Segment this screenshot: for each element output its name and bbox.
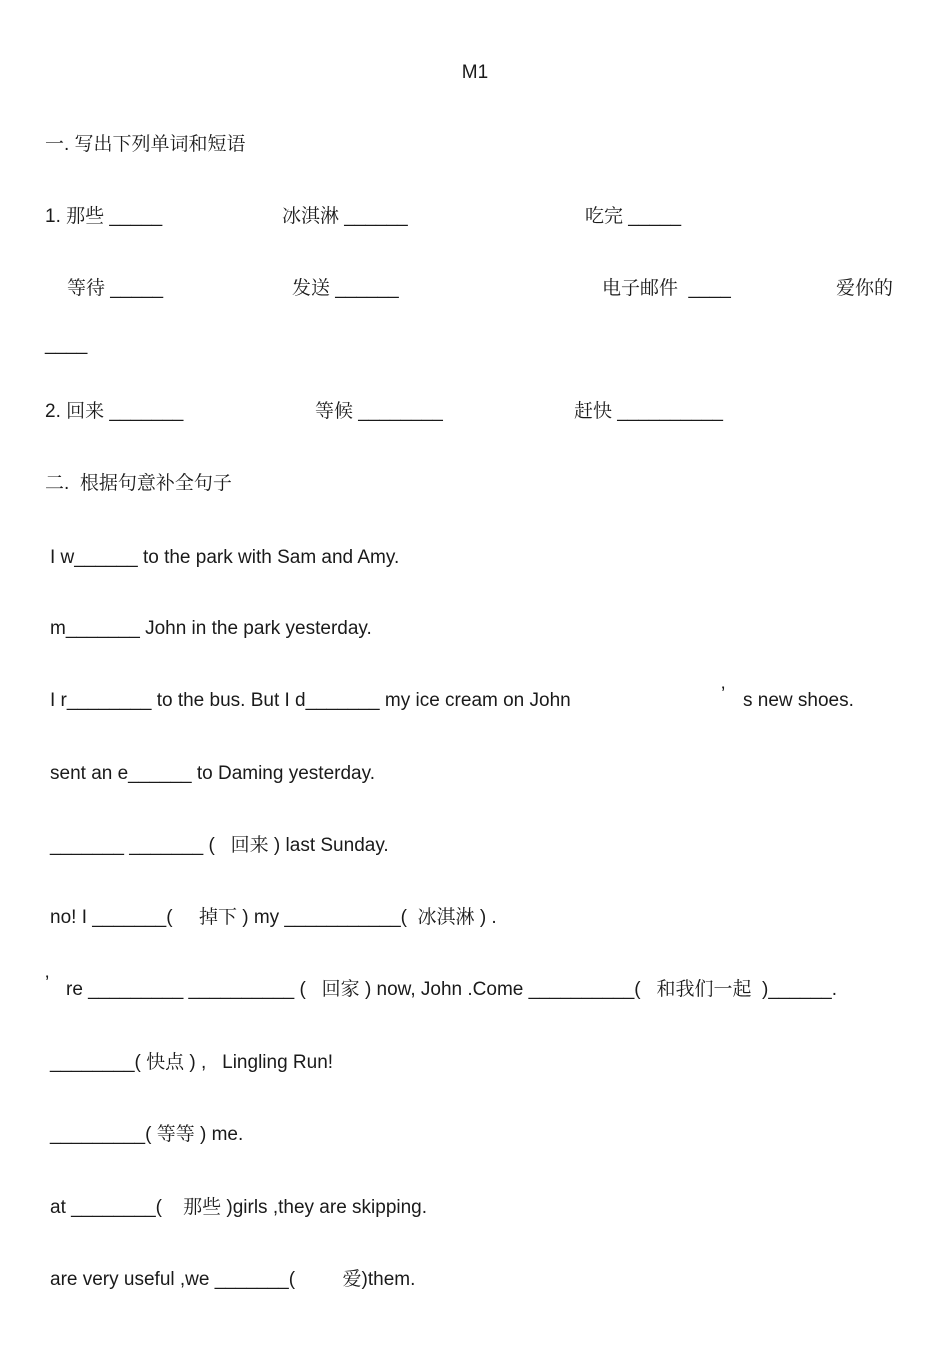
vocab-item: 赶快 __________ <box>574 401 723 422</box>
sentence-line: m_______ John in the park yesterday. <box>50 618 372 639</box>
vocab-item: 冰淇淋 ______ <box>282 206 408 227</box>
sentence-line: I r________ to the bus. But I d_______ my ice cream on John <box>50 690 571 711</box>
vocab-item: 电子邮件 ____ <box>602 278 731 299</box>
sentence-line: sent an e______ to Daming yesterday. <box>50 763 375 784</box>
vocab-item: 等待 _____ <box>67 278 164 299</box>
sentence-line: are very useful ,we _______( 爱)them. <box>50 1269 416 1290</box>
vocab-item: 2. 回来 _______ <box>45 401 184 422</box>
page-title: M1 <box>461 62 489 83</box>
sentence-line: _________( 等等 ) me. <box>50 1124 244 1145</box>
section-2-heading: 二. 根据句意补全句子 <box>45 473 232 494</box>
vocab-blank: ____ <box>45 334 88 355</box>
vocab-item: 等候 ________ <box>315 401 443 422</box>
section-1-heading: 一. 写出下列单词和短语 <box>45 134 246 155</box>
sentence-line: ________( 快点 ) , Lingling Run! <box>50 1052 334 1073</box>
sentence-line: I w______ to the park with Sam and Amy. <box>50 547 400 568</box>
vocab-item: 爱你的 <box>836 278 894 299</box>
apostrophe-mark: ’ <box>721 684 726 705</box>
sentence-line: re _________ __________ ( 回家 ) now, John .Come __________( 和我们一起 )______. <box>66 979 838 1000</box>
sentence-line: _______ _______ ( 回来 ) last Sunday. <box>50 835 389 856</box>
vocab-item: 1. 那些 _____ <box>45 206 163 227</box>
sentence-fragment: s new shoes. <box>743 690 854 711</box>
sentence-line: at ________( 那些 )girls ,they are skipping. <box>50 1197 428 1218</box>
sentence-line: no! I _______( 掉下 ) my ___________( 冰淇淋 ) . <box>50 907 497 928</box>
vocab-item: 吃完 _____ <box>585 206 682 227</box>
vocab-item: 发送 ______ <box>292 278 399 299</box>
apostrophe-mark: ’ <box>45 973 50 994</box>
